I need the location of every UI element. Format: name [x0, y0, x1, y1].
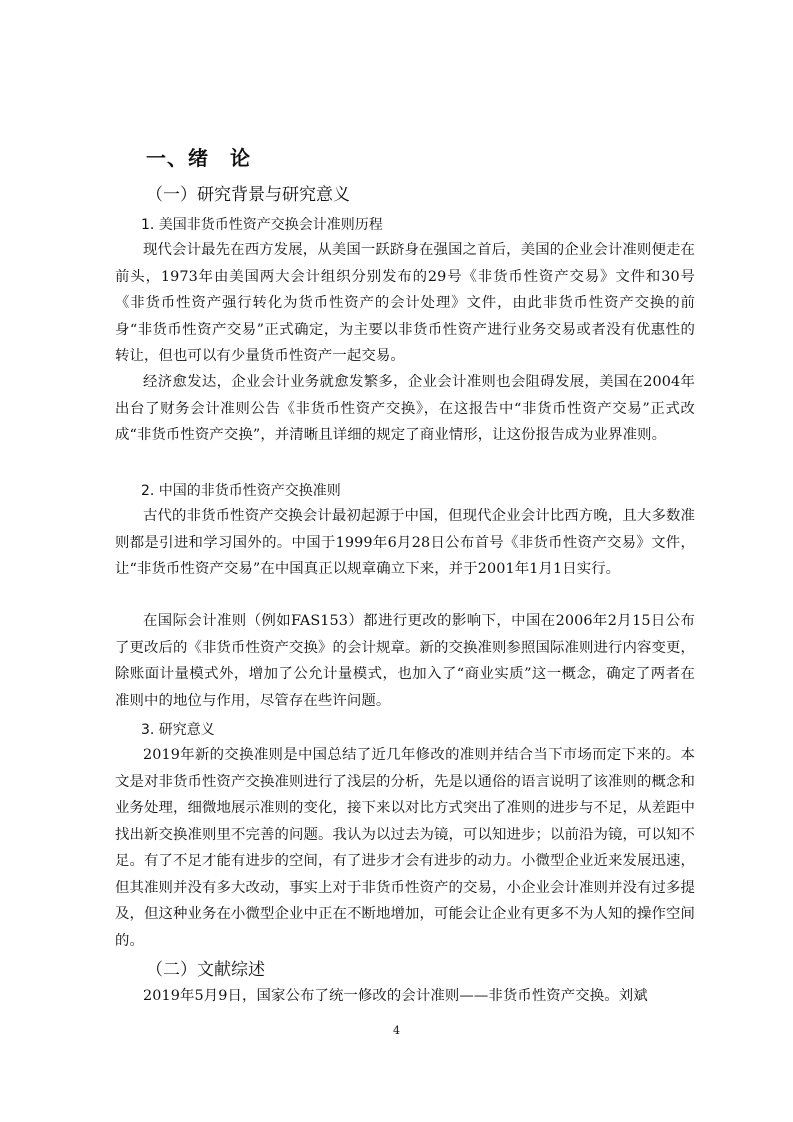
paragraph-us-2004: 经济愈发达，企业会计业务就愈发繁多，企业会计准则也会阻碍发展，美国在2004年出台了财务会计准则公告《非货币性资产交换》，在这报告中“非货币性资产交易”正式改成“非货币性资产交换”，并清晰且详细的规定了商业情形，让这份报告成为业界准则。: [115, 374, 695, 443]
paragraph-china-origin: 古代的非货币性资产交换会计最初起源于中国，但现代企业会计比西方晚，且大多数准则都是引进和学习国外的。中国于1999年6月28日公布首号《非货币性资产交易》文件，让“非货币性资产交易”在中国真正以规章确立下来，并于2001年1月1日实行。: [115, 508, 695, 577]
subsection-title-us-standards: 1. 美国非货币性资产交换会计准则历程: [141, 217, 383, 233]
paragraph-literature-review: 2019年5月9日，国家公布了统一修改的会计准则——非货币性资产交换。刘斌: [143, 988, 648, 1004]
subsection-title-china-standards: 2. 中国的非货币性资产交换准则: [141, 483, 341, 499]
chapter-title: 一、绪 论: [146, 146, 251, 170]
paragraph-china-2006: 在国际会计准则（例如FAS153）都进行更改的影响下，中国在2006年2月15日公布了更改后的《非货币性资产交换》的会计规章。新的交换准则参照国际准则进行内容变更，除账面计量模式外，增加了公允计量模式，也加入了“商业实质”这一概念，确定了两者在准则中的地位与作用，尽管存在些许问题。: [115, 613, 695, 709]
section-title-research-background: （一）研究背景与研究意义: [146, 185, 350, 205]
paragraph-research-significance: 2019年新的交换准则是中国总结了近几年修改的准则并结合当下市场而定下来的。本文是对非货币性资产交换准则进行了浅层的分析，先是以通俗的语言说明了该准则的概念和业务处理，细微地展示准则的变化，接下来以对比方式突出了准则的进步与不足，从差距中找出新交换准则里不完善的问题。我认为以过去为镜，可以知进步；以前沿为镜，可以知不足。有了不足才能有进步的空间，有了进步才会有进步的动力。小微型企业近来发展迅速，但其准则并没有多大改动，事实上对于非货币性资产的交易，小企业会计准则并没有过多提及，但这种业务在小微型企业中正在不断地增加，可能会让企业有更多不为人知的操作空间的。: [115, 747, 695, 949]
paragraph-us-history: 现代会计最先在西方发展，从美国一跃跻身在强国之首后，美国的企业会计准则便走在前头，1973年由美国两大会计组织分别发布的29号《非货币性资产交易》文件和30号《非货币性资产强行转化为货币性资产的会计处理》文件，由此非货币性资产交换的前身“非货币性资产交易”正式确定，为主要以非货币性资产进行业务交易或者没有优惠性的转让，但也可以有少量货币性资产一起交易。: [115, 242, 695, 364]
subsection-title-research-significance: 3. 研究意义: [141, 722, 215, 738]
section-title-literature-review: （二）文献综述: [146, 960, 265, 980]
page-number: 4: [393, 1024, 400, 1037]
